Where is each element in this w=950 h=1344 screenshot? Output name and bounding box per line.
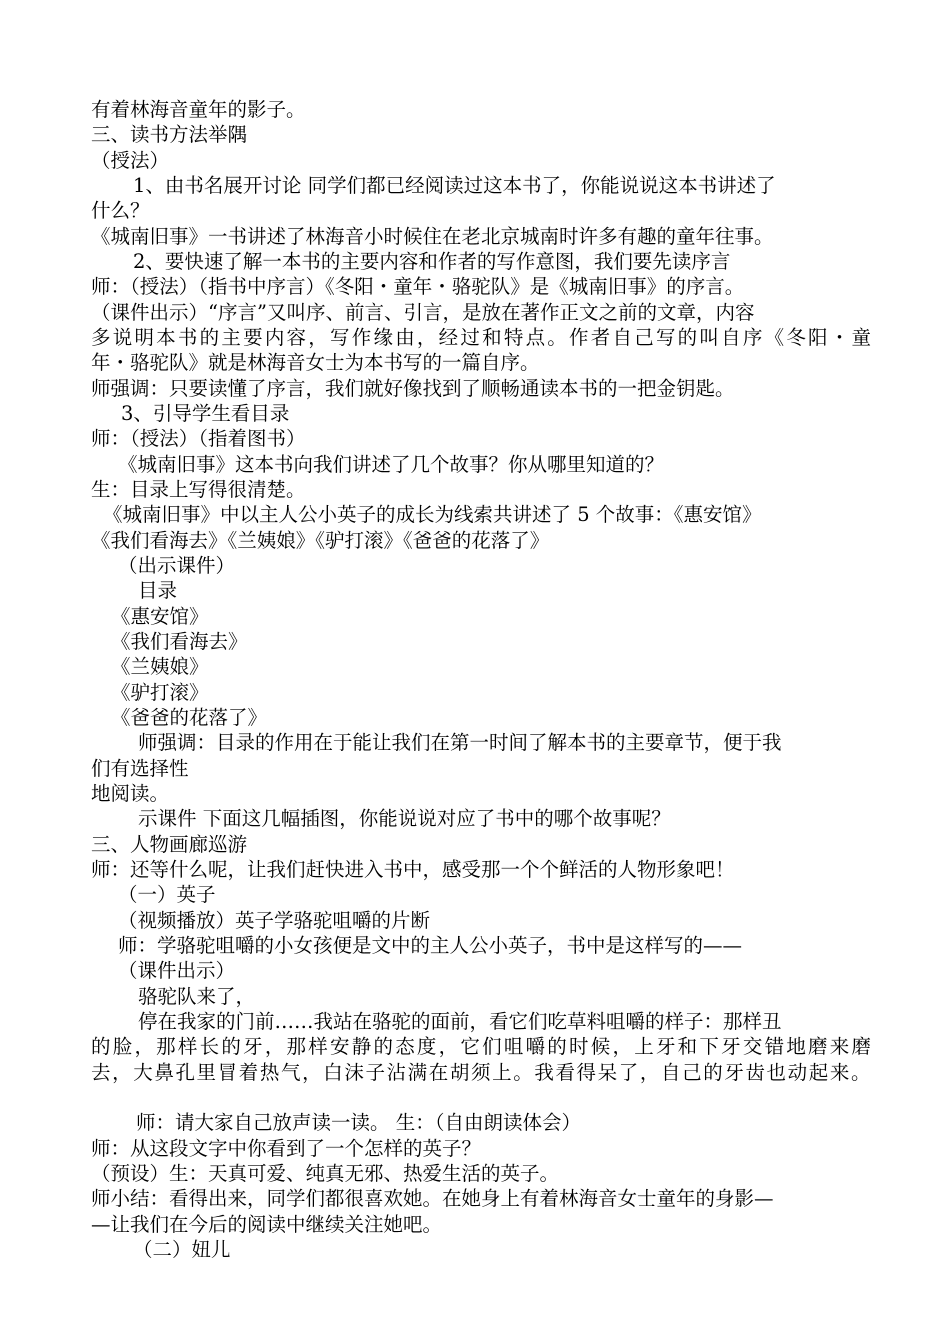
text-line: 师：请大家自己放声读一读。 生：（自由朗读体会） [136, 1111, 581, 1134]
text-line: （课件出示） [118, 959, 236, 982]
text-line: 示课件 下面这几幅插图，你能说说对应了书中的哪个故事呢？ [138, 807, 671, 830]
text-line: 师：从这段文字中你看到了一个怎样的英子？ [91, 1137, 482, 1160]
text-line: 《城南旧事》这本书向我们讲述了几个故事？你从哪里知道的？ [118, 453, 665, 476]
text-line: 《我们看海去》 [111, 630, 248, 653]
text-line: 师：（授法）（指着图书） [91, 427, 306, 450]
text-line: （授法） [91, 149, 170, 172]
text-line: （一）英子 [118, 883, 216, 906]
text-line: 3、引导学生看目录 [121, 402, 290, 425]
text-line: 《惠安馆》 [111, 605, 209, 628]
text-line: 《城南旧事》一书讲述了林海音小时候住在老北京城南时许多有趣的童年往事。 [91, 225, 774, 248]
text-line: 《驴打滚》 [111, 681, 209, 704]
text-line: （出示课件） [118, 554, 236, 577]
text-line: 《爸爸的花落了》 [111, 706, 268, 729]
text-line: 什么？ [91, 199, 150, 222]
text-line: 们有选择性 [91, 757, 189, 780]
text-line: 年・骆驼队》就是林海音女士为本书写的一篇自序。 [91, 351, 540, 374]
text-line: 师：（授法）（指书中序言）《冬阳・童年・骆驼队》是《城南旧事》的序言。 [91, 275, 745, 298]
text-line: —让我们在今后的阅读中继续关注她吧。 [91, 1213, 443, 1236]
text-line: 师小结：看得出来，同学们都很喜欢她。在她身上有着林海音女士童年的身影— [91, 1187, 774, 1210]
text-line: 的脸，那样长的牙，那样安静的态度，它们咀嚼的时候，上牙和下牙交错地磨来磨 [91, 1035, 874, 1058]
text-line: （视频播放）英子学骆驼咀嚼的片断 [118, 909, 431, 932]
section-heading: 三、读书方法举隅 [91, 123, 248, 146]
text-line: 2、要快速了解一本书的主要内容和作者的写作意图，我们要先读序言 [133, 250, 731, 273]
text-line: 生：目录上写得很清楚。 [91, 478, 306, 501]
text-line: 《兰姨娘》 [111, 655, 209, 678]
text-line: 师：还等什么呢，让我们赶快进入书中，感受那一个个鲜活的人物形象吧！ [91, 858, 735, 881]
text-line: （预设）生：天真可爱、纯真无邪、热爱生活的英子。 [91, 1162, 560, 1185]
text-line: 去，大鼻孔里冒着热气，白沫子沾满在胡须上。我看得呆了，自己的牙齿也动起来。 [91, 1061, 873, 1084]
text-line: 地阅读。 [91, 782, 170, 805]
text-line: 有着林海音童年的影子。 [91, 98, 306, 121]
text-line: 目录 [138, 579, 178, 602]
text-line: 《城南旧事》中以主人公小英子的成长为线索共讲述了 5 个故事：《惠安馆》 [103, 503, 762, 526]
section-heading: （二）妞儿 [133, 1238, 231, 1261]
text-line: 1、由书名展开讨论 同学们都已经阅读过这本书了，你能说说这本书讲述了 [133, 174, 776, 197]
text-line: 师强调：目录的作用在于能让我们在第一时间了解本书的主要章节，便于我 [138, 731, 782, 754]
text-line: 停在我家的门前……我站在骆驼的面前，看它们吃草料咀嚼的样子：那样丑 [138, 1010, 782, 1033]
section-heading: 三、人物画廊巡游 [91, 833, 248, 856]
text-line: （课件出示）“序言”又叫序、前言、引言，是放在著作正文之前的文章，内容 [91, 301, 755, 324]
text-line: 骆驼队来了， [138, 985, 256, 1008]
text-line: 多说明本书的主要内容，写作缘由，经过和特点。作者自己写的叫自序《冬阳・童 [91, 326, 874, 349]
text-line: 《我们看海去》《兰姨娘》《驴打滚》《爸爸的花落了》 [91, 529, 550, 552]
text-line: 师：学骆驼咀嚼的小女孩便是文中的主人公小英子，书中是这样写的—— [118, 934, 743, 957]
text-line: 师强调：只要读懂了序言，我们就好像找到了顺畅通读本书的一把金钥匙。 [91, 377, 735, 400]
